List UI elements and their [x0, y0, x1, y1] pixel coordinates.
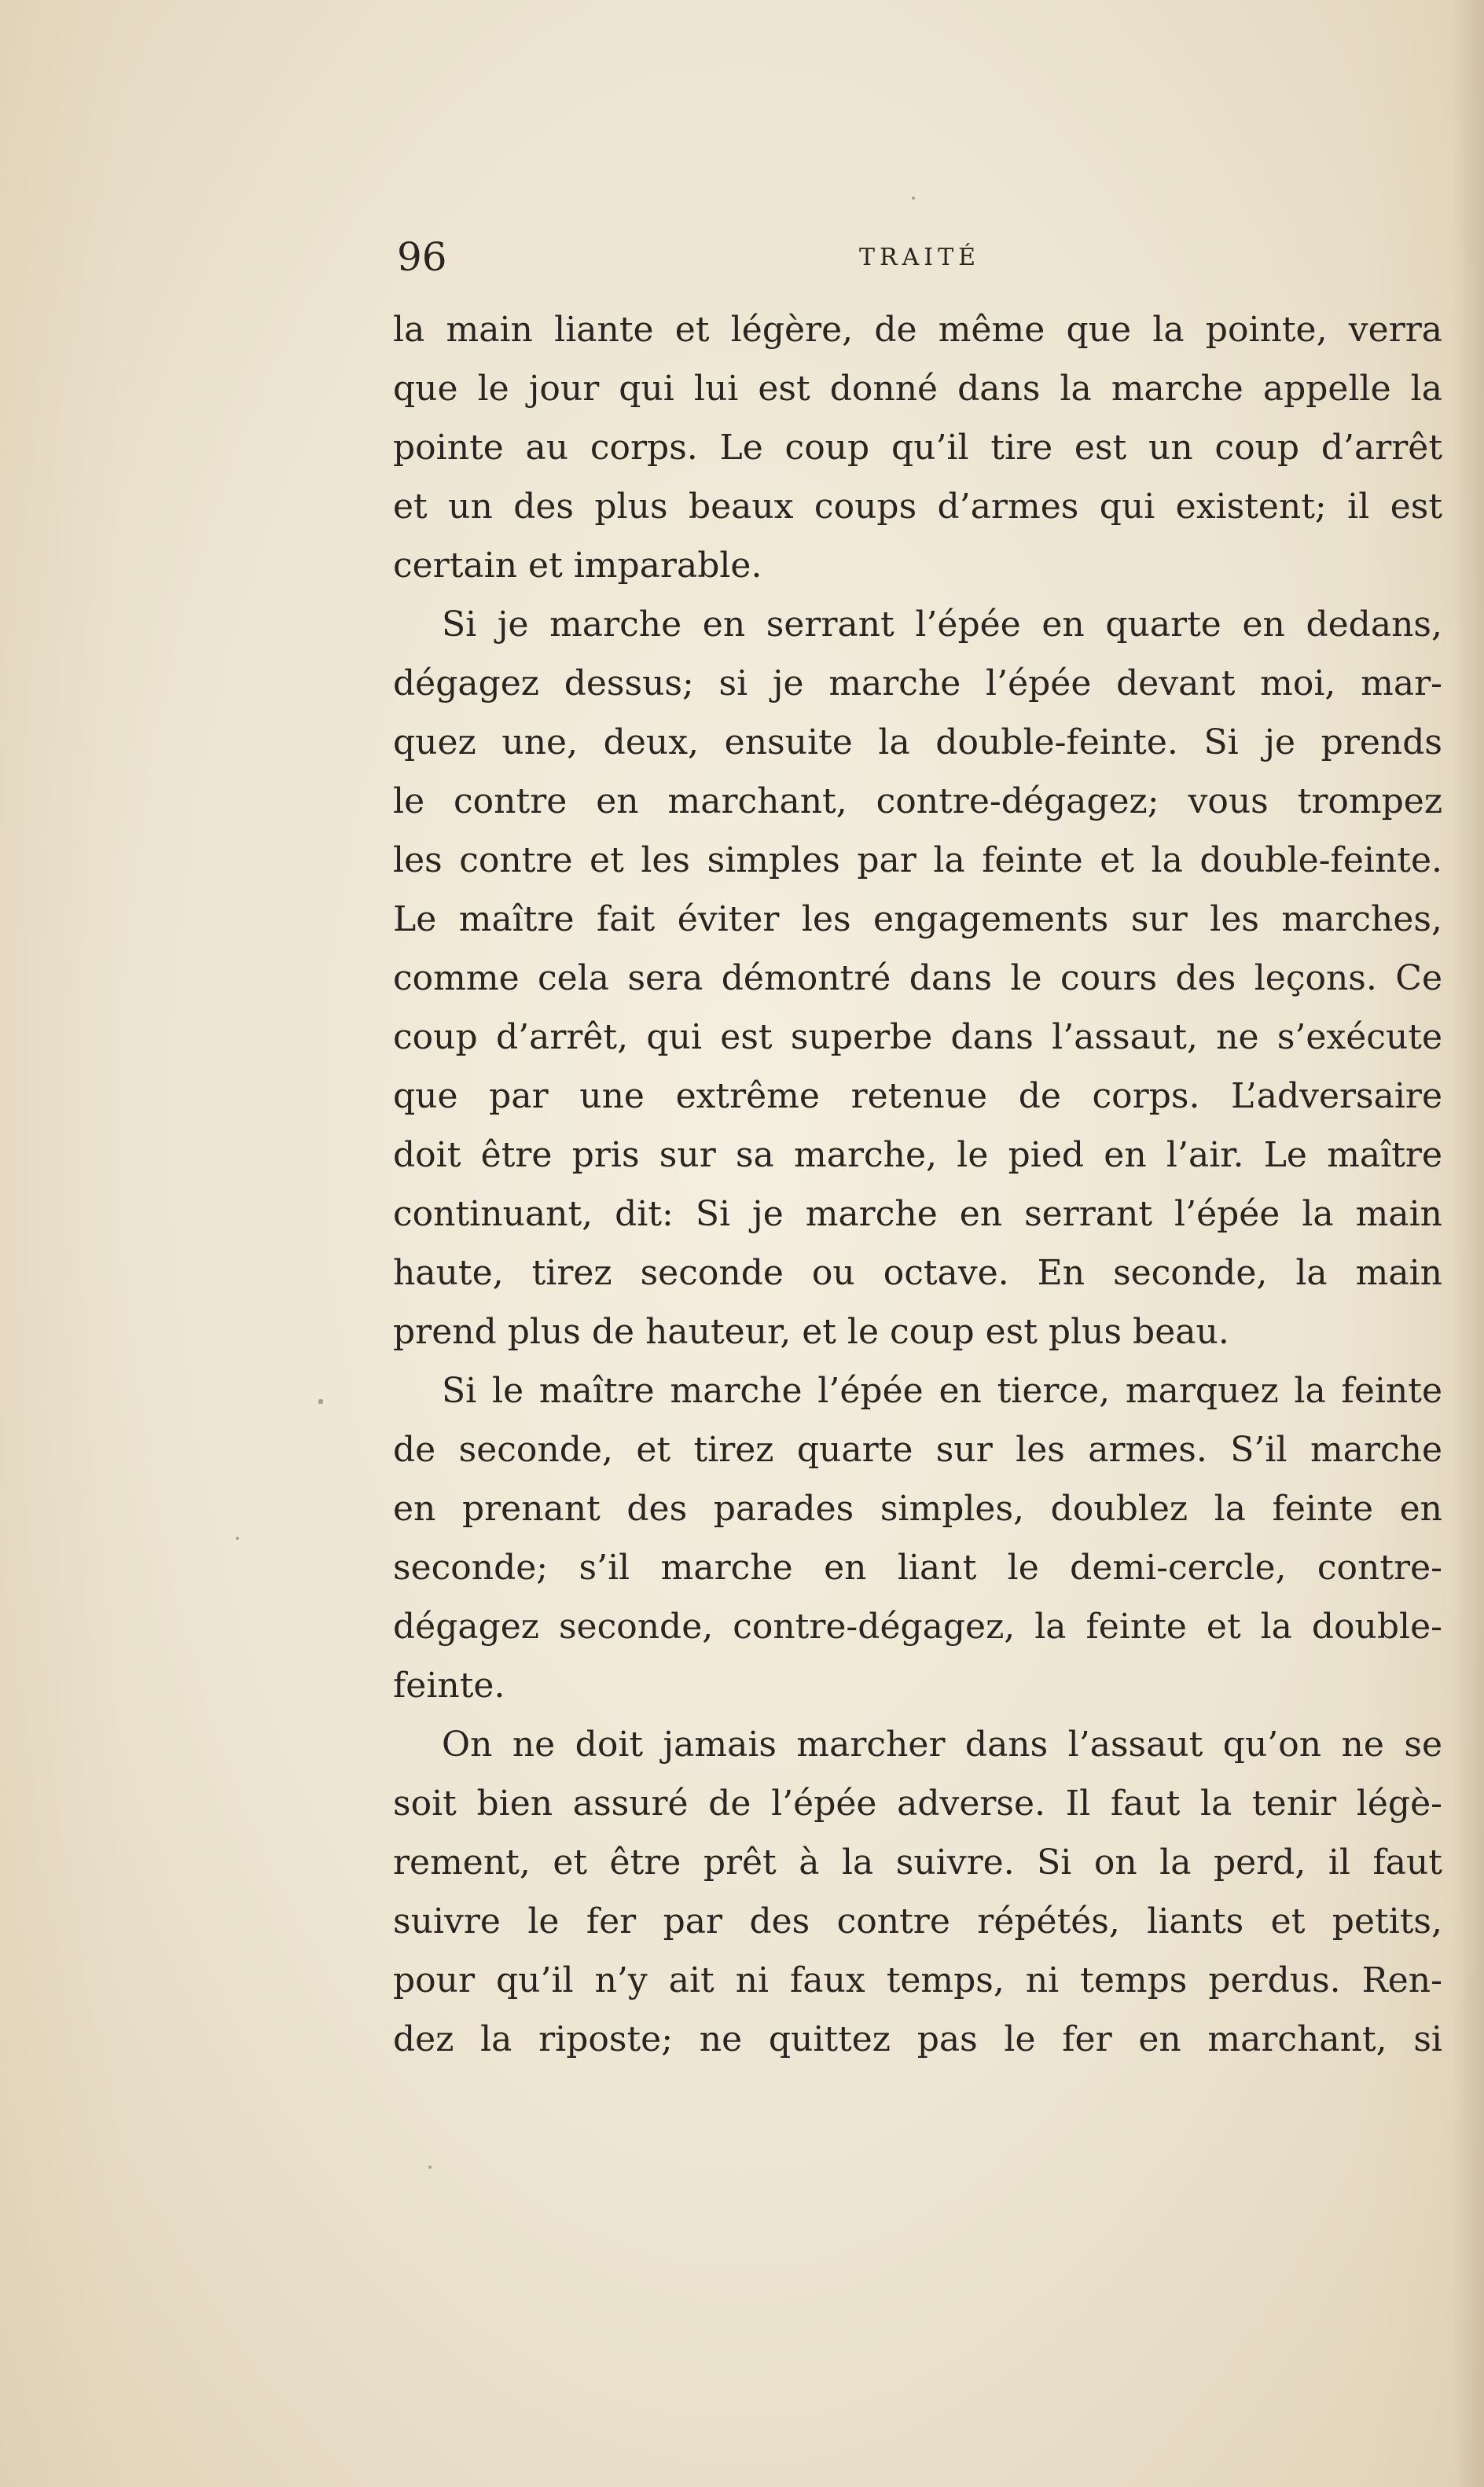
text-line: de seconde, et tirez quarte sur les armes. S’il marche	[393, 1430, 1442, 1470]
text-line: dez la riposte; ne quittez pas le fer en marchant, si	[393, 2019, 1442, 2059]
text-line: pointe au corps. Le coup qu’il tire est un coup d’arrêt	[393, 428, 1442, 468]
text-line: pour qu’il n’y ait ni faux temps, ni temps perdus. Ren-	[393, 1960, 1442, 2000]
text-line: feinte.	[393, 1666, 505, 1706]
text-line: Le maître fait éviter les engagements sur les marches,	[393, 899, 1442, 939]
running-title: TRAITÉ	[858, 244, 981, 271]
text-line: la main liante et légère, de même que la pointe, verra	[393, 310, 1442, 350]
text-line: haute, tirez seconde ou octave. En seconde, la main	[393, 1253, 1442, 1293]
text-line: coup d’arrêt, qui est superbe dans l’assaut, ne s’exécute	[393, 1017, 1442, 1057]
text-line: et un des plus beaux coups d’armes qui existent; il est	[393, 487, 1442, 527]
text-line: seconde; s’il marche en liant le demi-cercle, contre-	[393, 1548, 1442, 1588]
paper-speck	[318, 1399, 323, 1404]
text-line: prend plus de hauteur, et le coup est plus beau.	[393, 1312, 1229, 1352]
text-line: en prenant des parades simples, doublez la feinte en	[393, 1489, 1442, 1529]
text-line: quez une, deux, ensuite la double-feinte. Si je prends	[393, 722, 1442, 762]
page-edge-shadow	[1453, 0, 1484, 2487]
page-header	[397, 228, 1442, 291]
page-number: 96	[397, 234, 447, 280]
text-line: doit être pris sur sa marche, le pied en l’air. Le maître	[393, 1135, 1442, 1175]
body-text	[393, 300, 1442, 2069]
text-line: On ne doit jamais marcher dans l’assaut qu’on ne se	[442, 1725, 1442, 1765]
text-line: que par une extrême retenue de corps. L’adversaire	[393, 1076, 1442, 1116]
text-line: le contre en marchant, contre-dégagez; vous trompez	[393, 781, 1442, 821]
paper-speck	[428, 2166, 432, 2169]
text-line: continuant, dit: Si je marche en serrant l’épée la main	[393, 1194, 1442, 1234]
text-line: suivre le fer par des contre répétés, liants et petits,	[393, 1901, 1442, 1941]
text-line: soit bien assuré de l’épée adverse. Il faut la tenir légè-	[393, 1784, 1442, 1824]
text-line: rement, et être prêt à la suivre. Si on la perd, il faut	[393, 1842, 1442, 1883]
text-line: Si le maître marche l’épée en tierce, marquez la feinte	[442, 1371, 1442, 1411]
text-line: les contre et les simples par la feinte et la double-feinte.	[393, 840, 1442, 880]
text-line: que le jour qui lui est donné dans la marche appelle la	[393, 369, 1442, 409]
text-line: comme cela sera démontré dans le cours des leçons. Ce	[393, 958, 1442, 998]
text-line: certain et imparable.	[393, 546, 762, 586]
text-line: Si je marche en serrant l’épée en quarte en dedans,	[442, 604, 1442, 645]
paper-speck	[236, 1537, 239, 1540]
text-line: dégagez dessus; si je marche l’épée devant moi, mar-	[393, 663, 1442, 703]
paper-speck	[912, 197, 915, 200]
text-line: dégagez seconde, contre-dégagez, la feinte et la double-	[393, 1607, 1442, 1647]
